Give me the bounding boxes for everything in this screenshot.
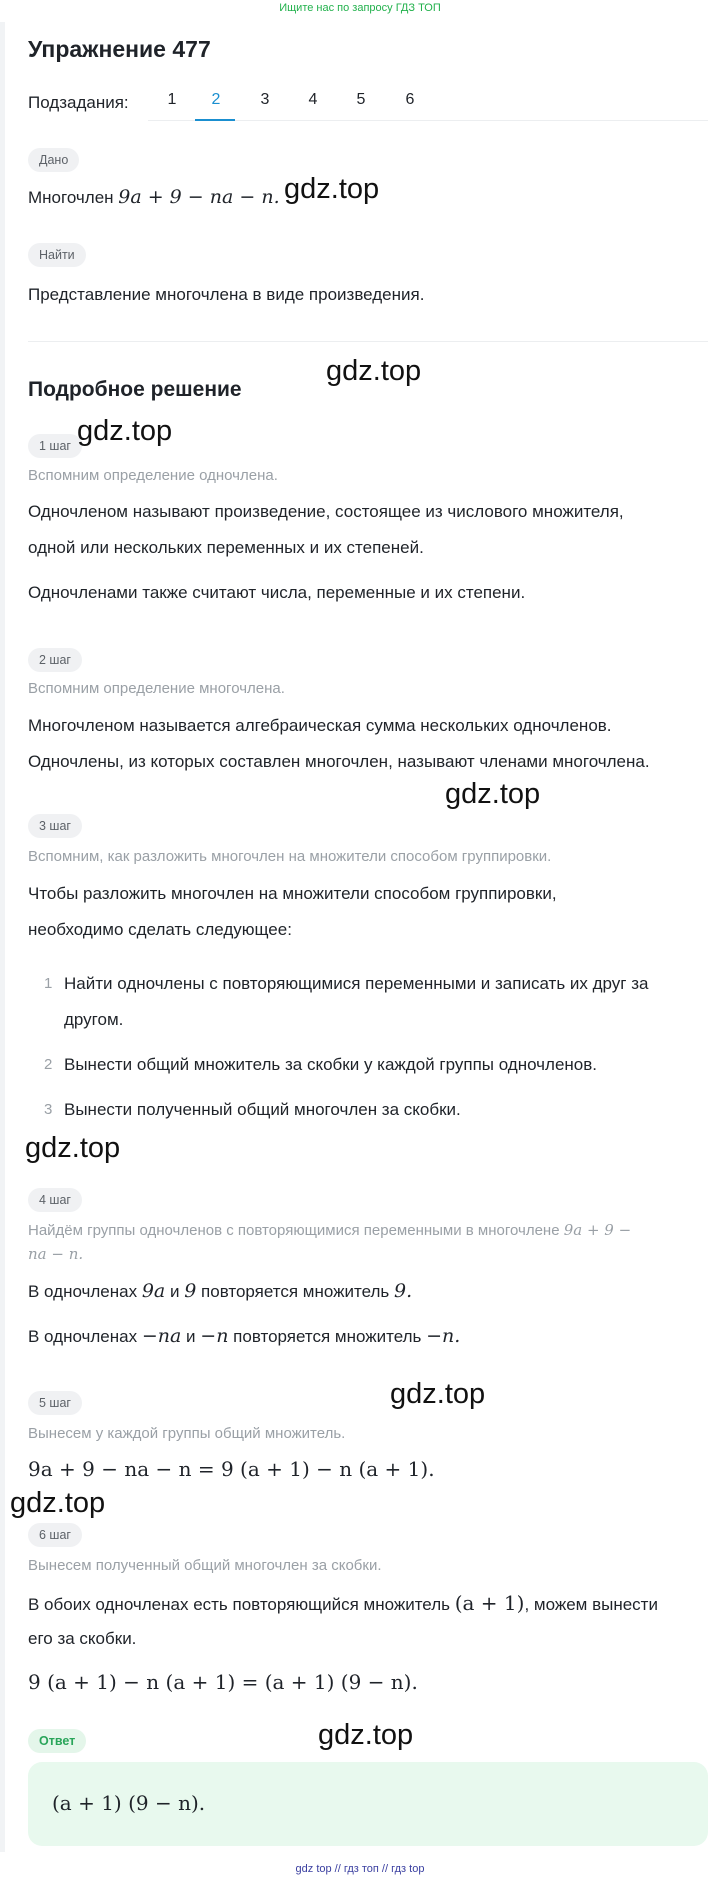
section-divider bbox=[28, 341, 708, 342]
watermark: gdz.top bbox=[445, 778, 541, 810]
line-text: повторяется множитель bbox=[196, 1282, 394, 1301]
tab-subtask-3[interactable]: 3 bbox=[260, 91, 270, 108]
step1-note: Вспомним определение одночлена. bbox=[28, 467, 278, 484]
step4-line2 bbox=[28, 1318, 460, 1355]
step2-p2: Одночлены, из которых составлен многочлен, называют членами многочлена. bbox=[28, 752, 650, 771]
page-title: Упражнение 477 bbox=[28, 36, 211, 62]
step5-note: Вынесем у каждой группы общий множитель. bbox=[28, 1425, 346, 1442]
step3-badge: 3 шаг bbox=[28, 814, 82, 838]
watermark: gdz.top bbox=[77, 415, 173, 447]
list-item-line2: другом. bbox=[64, 1010, 124, 1029]
given-badge: Дано bbox=[28, 148, 79, 172]
watermark: gdz.top bbox=[10, 1487, 106, 1519]
step6-note: Вынесем полученный общий многочлен за скобки. bbox=[28, 1557, 382, 1574]
tab-subtask-2[interactable]: 2 bbox=[211, 91, 221, 108]
line-math: 9a bbox=[141, 1280, 166, 1302]
line-text: повторяется множитель bbox=[228, 1327, 427, 1346]
step1-badge: 1 шаг bbox=[28, 434, 82, 458]
active-tab-indicator bbox=[195, 119, 235, 121]
line-math: −n bbox=[200, 1325, 229, 1347]
step6-line2: его за скобки. bbox=[28, 1629, 137, 1648]
step4-badge: 4 шаг bbox=[28, 1188, 82, 1212]
step2-badge: 2 шаг bbox=[28, 648, 82, 672]
solution-heading: Подробное решение bbox=[28, 378, 242, 401]
step2-p1: Многочленом называется алгебраическая сумма нескольких одночленов. bbox=[28, 716, 612, 735]
given-math: 9a + 9 − na − n. bbox=[118, 186, 280, 208]
step4-note-line1 bbox=[28, 1219, 631, 1242]
list-item-line1: Вынести полученный общий многочлен за скобки. bbox=[64, 1100, 461, 1119]
step3-note: Вспомним, как разложить многочлен на множители способом группировки. bbox=[28, 848, 552, 865]
line-text: и bbox=[181, 1327, 201, 1346]
line-text: В обоих одночленах есть повторяющийся множитель bbox=[28, 1595, 455, 1614]
step1-p1-line1: Одночленом называют произведение, состоящее из числового множителя, bbox=[28, 502, 624, 521]
step6-badge: 6 шаг bbox=[28, 1523, 82, 1547]
watermark: gdz.top bbox=[284, 173, 380, 205]
tab-subtask-1[interactable]: 1 bbox=[167, 91, 177, 108]
step5-equation: 9a + 9 − na − n = 9 (a + 1) − n (a + 1). bbox=[28, 1457, 435, 1481]
watermark: gdz.top bbox=[25, 1132, 121, 1164]
left-border bbox=[0, 22, 5, 1852]
line-text: В одночленах bbox=[28, 1282, 142, 1301]
line-text: В одночленах bbox=[28, 1327, 142, 1346]
tab-subtask-5[interactable]: 5 bbox=[356, 91, 366, 108]
given-text bbox=[28, 179, 280, 216]
watermark: gdz.top bbox=[318, 1719, 414, 1751]
step2-note: Вспомним определение многочлена. bbox=[28, 680, 285, 697]
step3-p1-line1: Чтобы разложить многочлен на множители способом группировки, bbox=[28, 884, 557, 903]
answer-math: (a + 1) (9 − n). bbox=[52, 1791, 206, 1815]
step3-p1-line2: необходимо сделать следующее: bbox=[28, 920, 292, 939]
answer-badge: Ответ bbox=[28, 1729, 86, 1753]
line-math: 9. bbox=[393, 1280, 413, 1302]
line-text: и bbox=[165, 1282, 185, 1301]
tab-subtask-4[interactable]: 4 bbox=[308, 91, 318, 108]
top-note: Ищите нас по запросу ГДЗ ТОП bbox=[279, 2, 441, 14]
step1-p1-line2: одной или нескольких переменных и их степеней. bbox=[28, 538, 424, 557]
line-math: −na bbox=[141, 1325, 182, 1347]
step4-note-text: Найдём группы одночленов с повторяющимися переменными в многочлене bbox=[28, 1222, 560, 1239]
given-prefix: Многочлен bbox=[28, 188, 119, 207]
line-math: −n. bbox=[426, 1325, 461, 1347]
list-item-number: 3 bbox=[44, 1101, 53, 1118]
step5-badge: 5 шаг bbox=[28, 1391, 82, 1415]
step6-line1 bbox=[28, 1585, 658, 1623]
step4-note-math1: 9a + 9 − bbox=[563, 1221, 632, 1239]
watermark: gdz.top bbox=[390, 1378, 486, 1410]
line-text: , можем вынести bbox=[524, 1595, 658, 1614]
list-item-line1: Вынести общий множитель за скобки у каждой группы одночленов. bbox=[64, 1055, 598, 1074]
list-item-line1: Найти одночлены с повторяющимися переменными и записать их друг за bbox=[64, 974, 649, 993]
step6-equation: 9 (a + 1) − n (a + 1) = (a + 1) (9 − n). bbox=[28, 1670, 418, 1694]
footer-links[interactable]: gdz top // гдз топ // гдз top bbox=[295, 1863, 425, 1875]
list-item-number: 1 bbox=[44, 975, 53, 992]
line-math: (a + 1) bbox=[454, 1591, 525, 1615]
tab-subtask-6[interactable]: 6 bbox=[405, 91, 415, 108]
subtasks-label: Подзадания: bbox=[28, 93, 129, 112]
find-text: Представление многочлена в виде произведения. bbox=[28, 285, 425, 304]
list-item-number: 2 bbox=[44, 1056, 53, 1073]
step4-line1 bbox=[28, 1273, 412, 1310]
step4-note-math2: na − n. bbox=[28, 1245, 84, 1263]
line-math: 9 bbox=[184, 1280, 197, 1302]
watermark: gdz.top bbox=[326, 355, 422, 387]
step1-p2: Одночленами также считают числа, переменные и их степени. bbox=[28, 583, 526, 602]
find-badge: Найти bbox=[28, 243, 86, 267]
